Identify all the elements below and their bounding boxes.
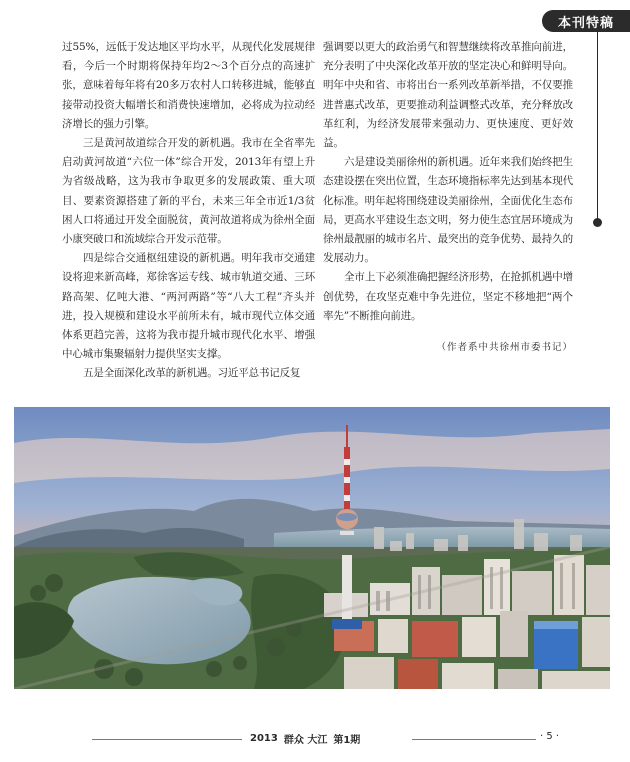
city-skyline-illustration	[14, 407, 610, 689]
article-right-column	[323, 38, 573, 357]
footer-issue: 第1期	[333, 735, 361, 746]
section-badge: 本刊特稿	[542, 10, 630, 32]
paragraph-yellow-river: 三是黄河故道综合开发的新机遇。我市在全省率先启动黄河故道“六位一体”综合开发，2013年有望上升为省级战略，这为我市争取更多的发展政策、重大项目、要素资源搭建了新的平台，未来三年全市近1/3贫困人口将通过开发全面脱贫，黄河故道将成为徐州全面小康突破口和流域综合开发示范带。	[62, 137, 315, 246]
paragraph-transport-hub: 四是综合交通枢纽建设的新机遇。明年我市交通建设将迎来新高峰，郑徐客运专线、城市轨道交通、三环路高架、亿吨大港、“两河两路”等“八大工程”齐头并进，投入规模和建设水平前所未有，城市现代立体交通体系更趋完善，这将为我市提升城市现代化水平、增强中心城市集聚辐射力提供坚实支撑。	[62, 252, 315, 361]
article-left-column	[62, 38, 315, 384]
paragraph-urbanization: 过55%，远低于发达地区平均水平，从现代化发展规律看，今后一个时期将保持年均2～3个百分点的高速扩张，意味着每年将有20多万农村人口转移进城，能够直接带动投资大幅增长和消费快速增加，必将成为拉动经济增长的强力引擎。	[62, 41, 315, 130]
page-number: · 5 ·	[540, 731, 560, 742]
footer-rule-left	[92, 739, 242, 740]
paragraph-conclusion: 全市上下必须准确把握经济形势，在抢抓机遇中增创优势，在攻坚克难中争先进位，坚定不移地把“两个率先”不断推向前进。	[323, 271, 573, 322]
side-dot	[593, 218, 602, 227]
footer-rule-right	[412, 739, 536, 740]
author-signature: （作者系中共徐州市委书记）	[436, 342, 573, 354]
side-rule	[597, 32, 598, 220]
paragraph-beautiful-xuzhou: 六是建设美丽徐州的新机遇。近年来我们始终把生态建设摆在突出位置，生态环境指标率先达到基本现代化标准。明年起将围绕建设美丽徐州，全面优化生态布局，更高水平建设生态文明，努力使生态宜居环境成为徐州最靓丽的城市名片、最突出的竞争优势、最持久的发展动力。	[323, 156, 573, 265]
footer-masthead	[250, 731, 410, 746]
footer-year: 2013	[250, 733, 278, 744]
city-skyline-photo	[14, 407, 610, 689]
paragraph-reform-start: 五是全面深化改革的新机遇。习近平总书记反复	[83, 367, 301, 380]
footer-magazine: 群众 大江	[283, 735, 328, 746]
paragraph-reform-cont: 强调要以更大的政治勇气和智慧继续将改革推向前进，充分表明了中央深化改革开放的坚定决心和鲜明导向。明年中央和省、市将出台一系列改革新举措，不仅要推进普惠式改革，更要推动利益调整式改革，充分释放改革红利，为经济发展带来强动力、更快速度、更好效益。	[323, 41, 573, 150]
